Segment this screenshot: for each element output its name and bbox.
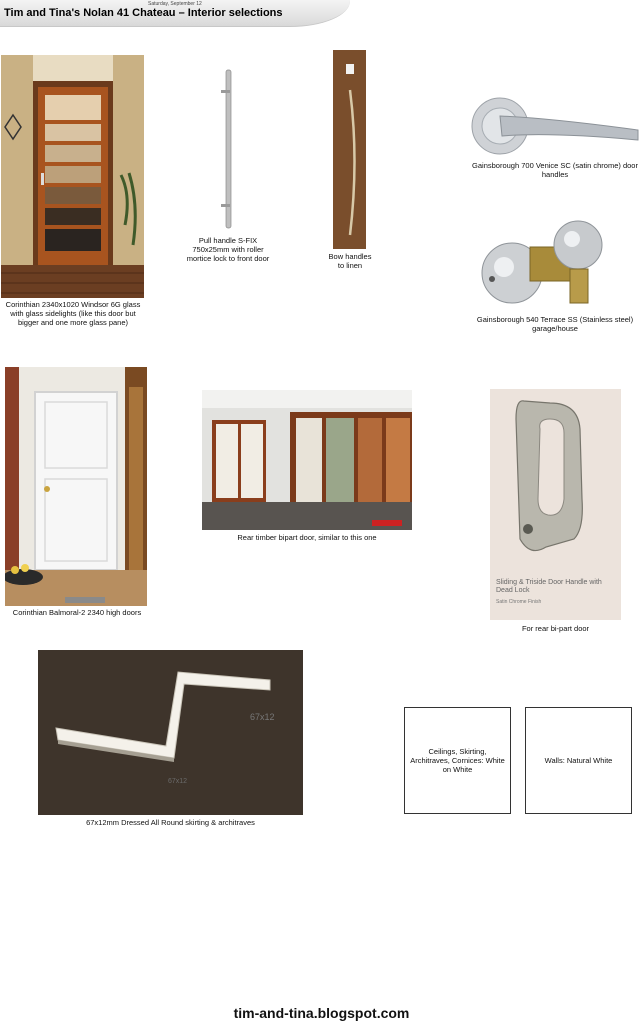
ceilings-swatch-text: Ceilings, Skirting, Architraves, Cornices: White on White xyxy=(410,747,505,774)
front-door-caption: Corinthian 2340x1020 Windsor 6G glass with glass sidelights (like this door but bigger and one more glass pane) xyxy=(5,300,141,327)
front-door-image xyxy=(1,55,144,298)
skirting-image xyxy=(38,650,303,815)
ceilings-swatch xyxy=(404,707,511,814)
knob-handle-image xyxy=(478,217,608,307)
skirting-label-1: 67x12 xyxy=(250,712,275,722)
lever-handle-image xyxy=(470,96,640,156)
door-handles-caption: Gainsborough 700 Venice SC (satin chrome) door handles xyxy=(472,161,638,179)
interior-door-image xyxy=(5,367,147,606)
handle-photo-label: Sliding & Triside Door Handle with Dead Lock xyxy=(496,579,602,594)
skirting-label-2: 67x12 xyxy=(168,778,188,785)
bipart-door-image xyxy=(202,390,412,530)
bipart-door-caption: Rear timber bipart door, similar to this one xyxy=(237,533,377,542)
high-doors-caption: Corinthian Balmoral-2 2340 high doors xyxy=(12,608,142,617)
bow-handle-image xyxy=(333,50,366,249)
handle-photo-sublabel: Satin Chrome Finish xyxy=(496,599,542,605)
walls-swatch xyxy=(525,707,632,814)
page-title: Tim and Tina's Nolan 41 Chateau – Interior selections xyxy=(4,7,283,19)
bow-handles-caption: Bow handles to linen xyxy=(328,252,372,270)
pull-handle-caption: Pull handle S-FIX 750x25mm with roller mortice lock to front door xyxy=(186,236,270,263)
pull-handle-image xyxy=(218,68,238,230)
garage-handle-caption: Gainsborough 540 Terrace SS (Stainless steel) garage/house xyxy=(476,315,634,333)
footer-url[interactable]: tim-and-tina.blogspot.com xyxy=(233,1005,410,1021)
header-date: Saturday, September 12 xyxy=(148,1,202,7)
walls-swatch-text: Walls: Natural White xyxy=(544,756,613,765)
skirting-caption: 67x12mm Dressed All Round skirting & architraves xyxy=(86,818,255,827)
bipart-handle-caption: For rear bi-part door xyxy=(521,624,590,633)
bipart-handle-image xyxy=(490,389,621,620)
